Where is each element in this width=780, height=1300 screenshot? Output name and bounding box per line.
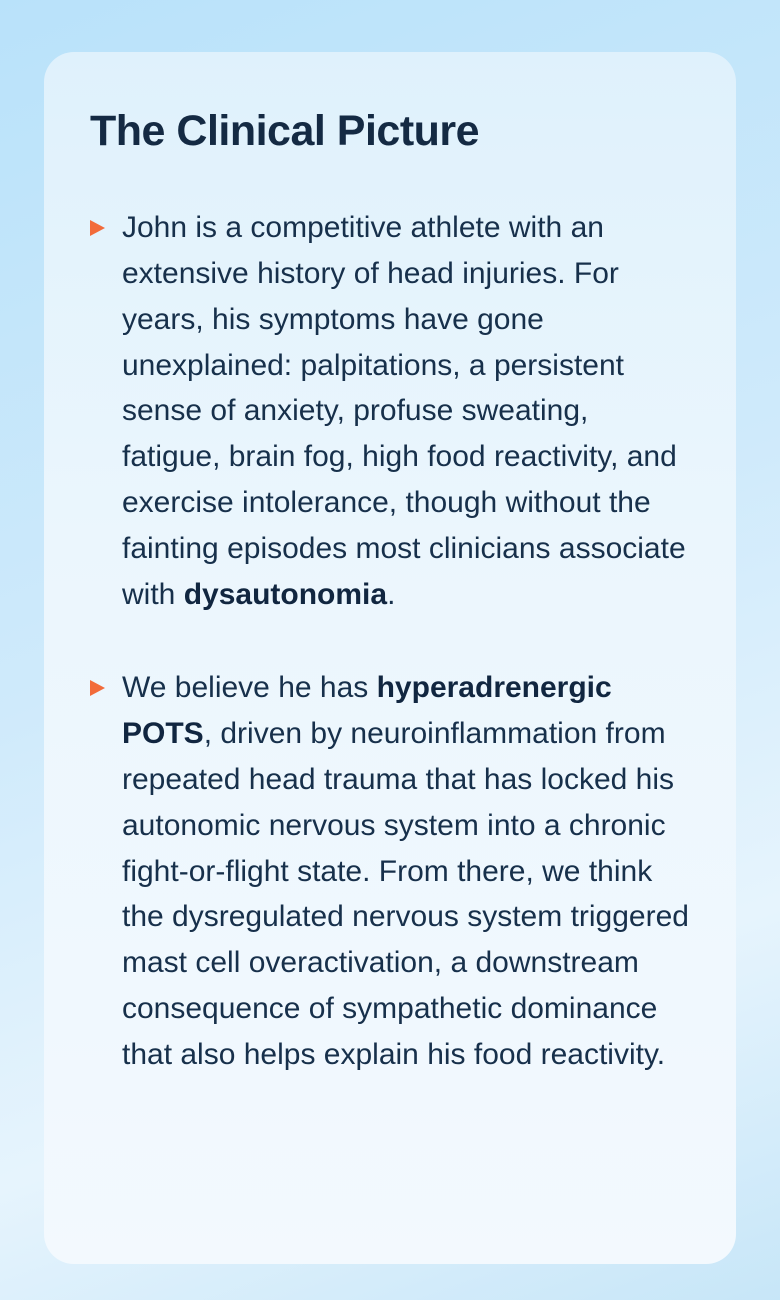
bullet-text [122, 671, 689, 1070]
triangle-bullet-icon [90, 220, 105, 236]
triangle-bullet-icon [90, 680, 105, 696]
bullet-item [90, 665, 690, 1077]
bold-term-dysautonomia: dysautonomia [183, 577, 388, 611]
bold-term-hyperadrenergic-pots: hyperadrenergic POTS [122, 671, 612, 751]
bullet-text-segment: . [387, 577, 396, 611]
bullet-item [90, 205, 690, 617]
bullet-text-segment: We believe he has [122, 671, 377, 705]
bullet-list [90, 205, 690, 1077]
bullet-text [122, 211, 686, 610]
clinical-picture-card [44, 52, 736, 1264]
card-title: The Clinical Picture [90, 107, 480, 155]
bullet-text-segment: John is a competitive athlete with an extensive history of head injuries. For years, his symptoms have gone unexplained: palpitations, a persistent sense of anxiety, profuse sweating, fatigue, brain fog, high food reactivity, and exercise intolerance, though without the fainting episodes most clinicians associate with [122, 211, 686, 611]
bullet-text-segment: , driven by neuroinflammation from repeated head trauma that has locked his autonomic nervous system into a chronic fight-or-flight state. From there, we think the dysregulated nervous system triggered mast cell overactivation, a downstream consequence of sympathetic dominance that also helps explain his food reactivity. [122, 717, 689, 1071]
